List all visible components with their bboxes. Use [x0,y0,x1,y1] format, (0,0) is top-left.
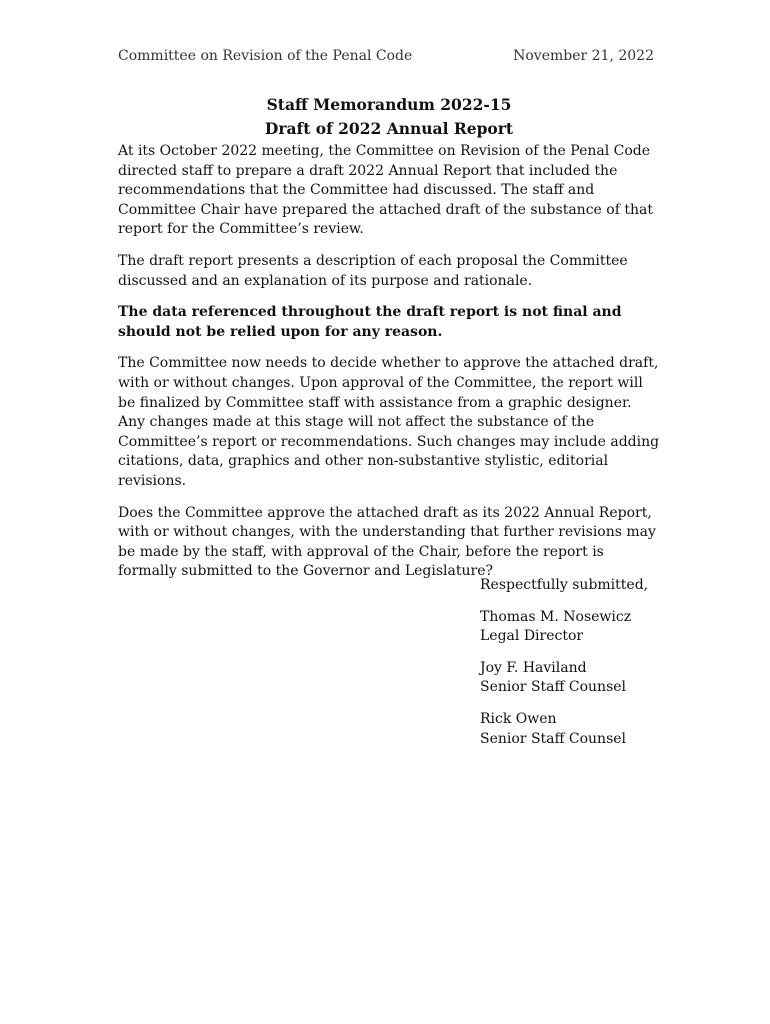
signer-name: Thomas M. Nosewicz [480,608,632,625]
memo-title-subject: Draft of 2022 Annual Report [264,119,514,138]
signer [480,710,700,749]
signer-name: Rick Owen [480,710,557,727]
memo-title-number: Staff Memorandum 2022-15 [266,95,512,114]
memo-body [118,142,663,594]
signer-title: Legal Director [480,628,584,645]
paragraph-description: The draft report presents a description of each proposal the Committee discussed and an explanation of its purpose and rationale. [118,252,628,289]
signer-title: Senior Staff Counsel [480,679,627,696]
signature-block [480,576,700,761]
paragraph-decision: The Committee now needs to decide whether to approve the attached draft, with or without changes. Upon approval of the Committee, the report will be finalized by Committee staff with assistance from a graphic designer. Any changes made at this stage will not affect the substance of the Committee’s report or recommendations. Such changes may include adding citations, data, graphics and other non-substantive stylistic, editorial revisions. [118,355,660,489]
signature-closing: Respectfully submitted, [480,577,649,593]
signer-name: Joy F. Haviland [480,659,587,676]
signer-title: Senior Staff Counsel [480,730,627,747]
memo-title [118,93,660,141]
paragraph-data-disclaimer: The data referenced throughout the draft report is not final and should not be relied upon for any reason. [118,304,622,340]
page-header [118,46,654,66]
signer [480,659,700,698]
paragraph-question: Does the Committee approve the attached draft as its 2022 Annual Report, with or without changes, with the understanding that further revisions may be made by the staff, with approval of the Chair, before the report is formally submitted to the Governor and Legislature? [118,504,656,580]
paragraph-background: At its October 2022 meeting, the Committee on Revision of the Penal Code directed staff to prepare a draft 2022 Annual Report that included the recommendations that the Committee had discussed. The staff and Committee Chair have prepared the attached draft of the substance of that report for the Committee’s review. [118,143,653,238]
header-date: November 21, 2022 [513,48,654,64]
signer [480,608,700,647]
header-committee: Committee on Revision of the Penal Code [118,48,413,64]
